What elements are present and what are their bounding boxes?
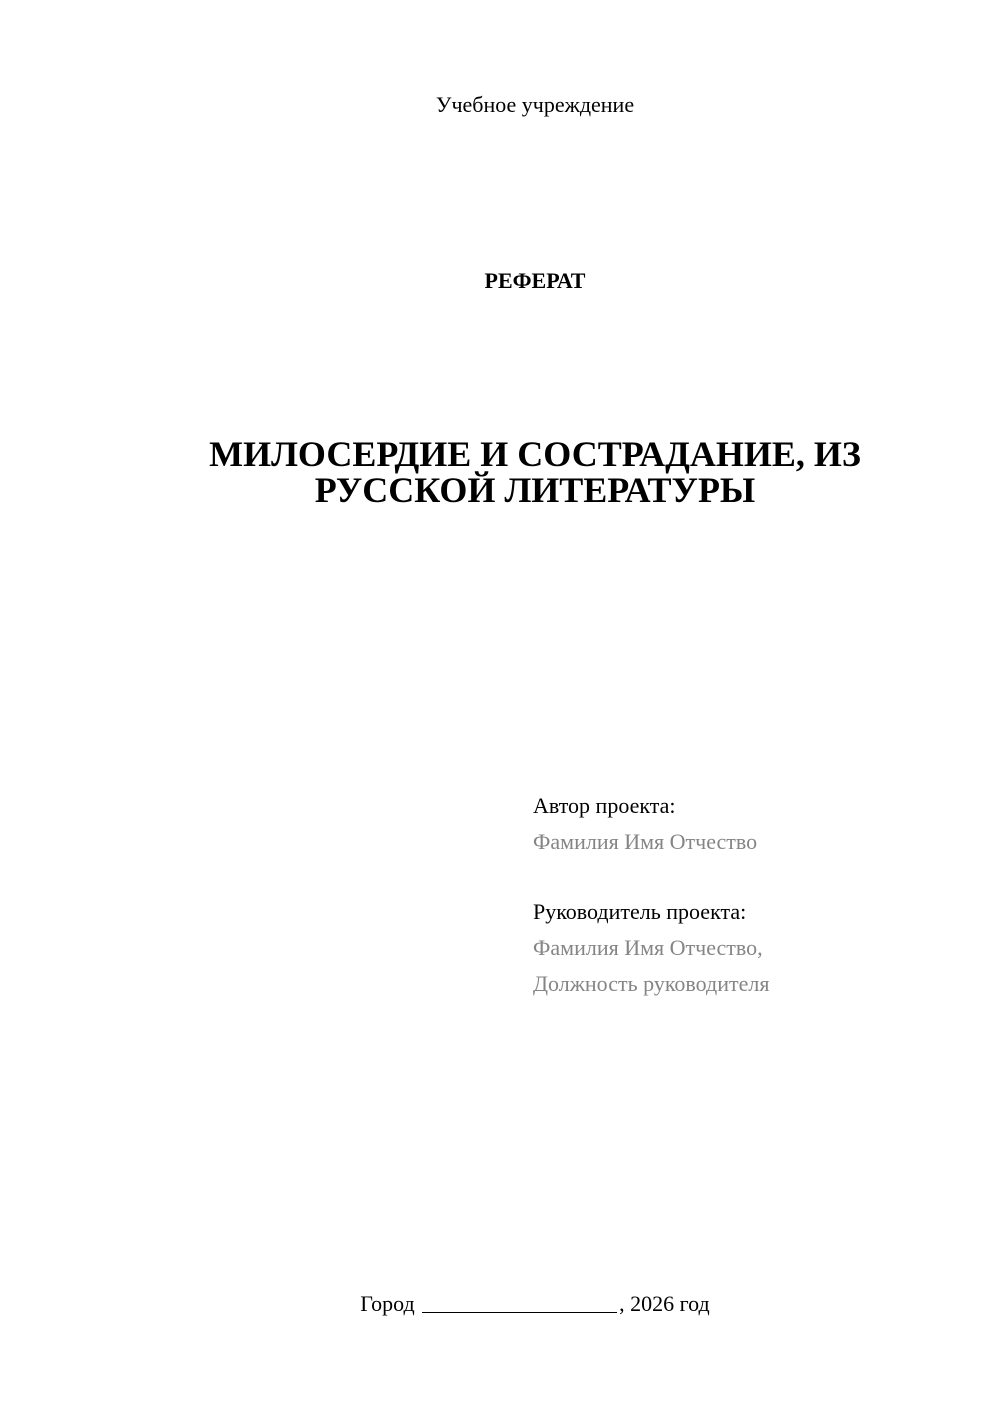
supervisor-label: Руководитель проекта: [533,899,747,924]
title-line-2: РУССКОЙ ЛИТЕРАТУРЫ [314,470,756,510]
supervisor-position: Должность руководителя [533,971,770,996]
project-info-block [533,788,973,1002]
institution-name: Учебное учреждение [435,92,635,117]
year-text: , 2026 год [619,1291,710,1316]
document-type-heading: РЕФЕРАТ [484,268,586,293]
title-line-1: МИЛОСЕРДИЕ И СОСТРАДАНИЕ, ИЗ [209,434,861,474]
supervisor-name: Фамилия Имя Отчество, [533,935,763,960]
info-spacer [533,860,973,894]
city-blank-line [422,1292,617,1313]
author-name: Фамилия Имя Отчество [533,829,758,854]
document-title [150,436,920,508]
city-label: Город [360,1291,415,1316]
footer-city-year [35,1290,1000,1317]
author-label: Автор проекта: [533,793,676,818]
